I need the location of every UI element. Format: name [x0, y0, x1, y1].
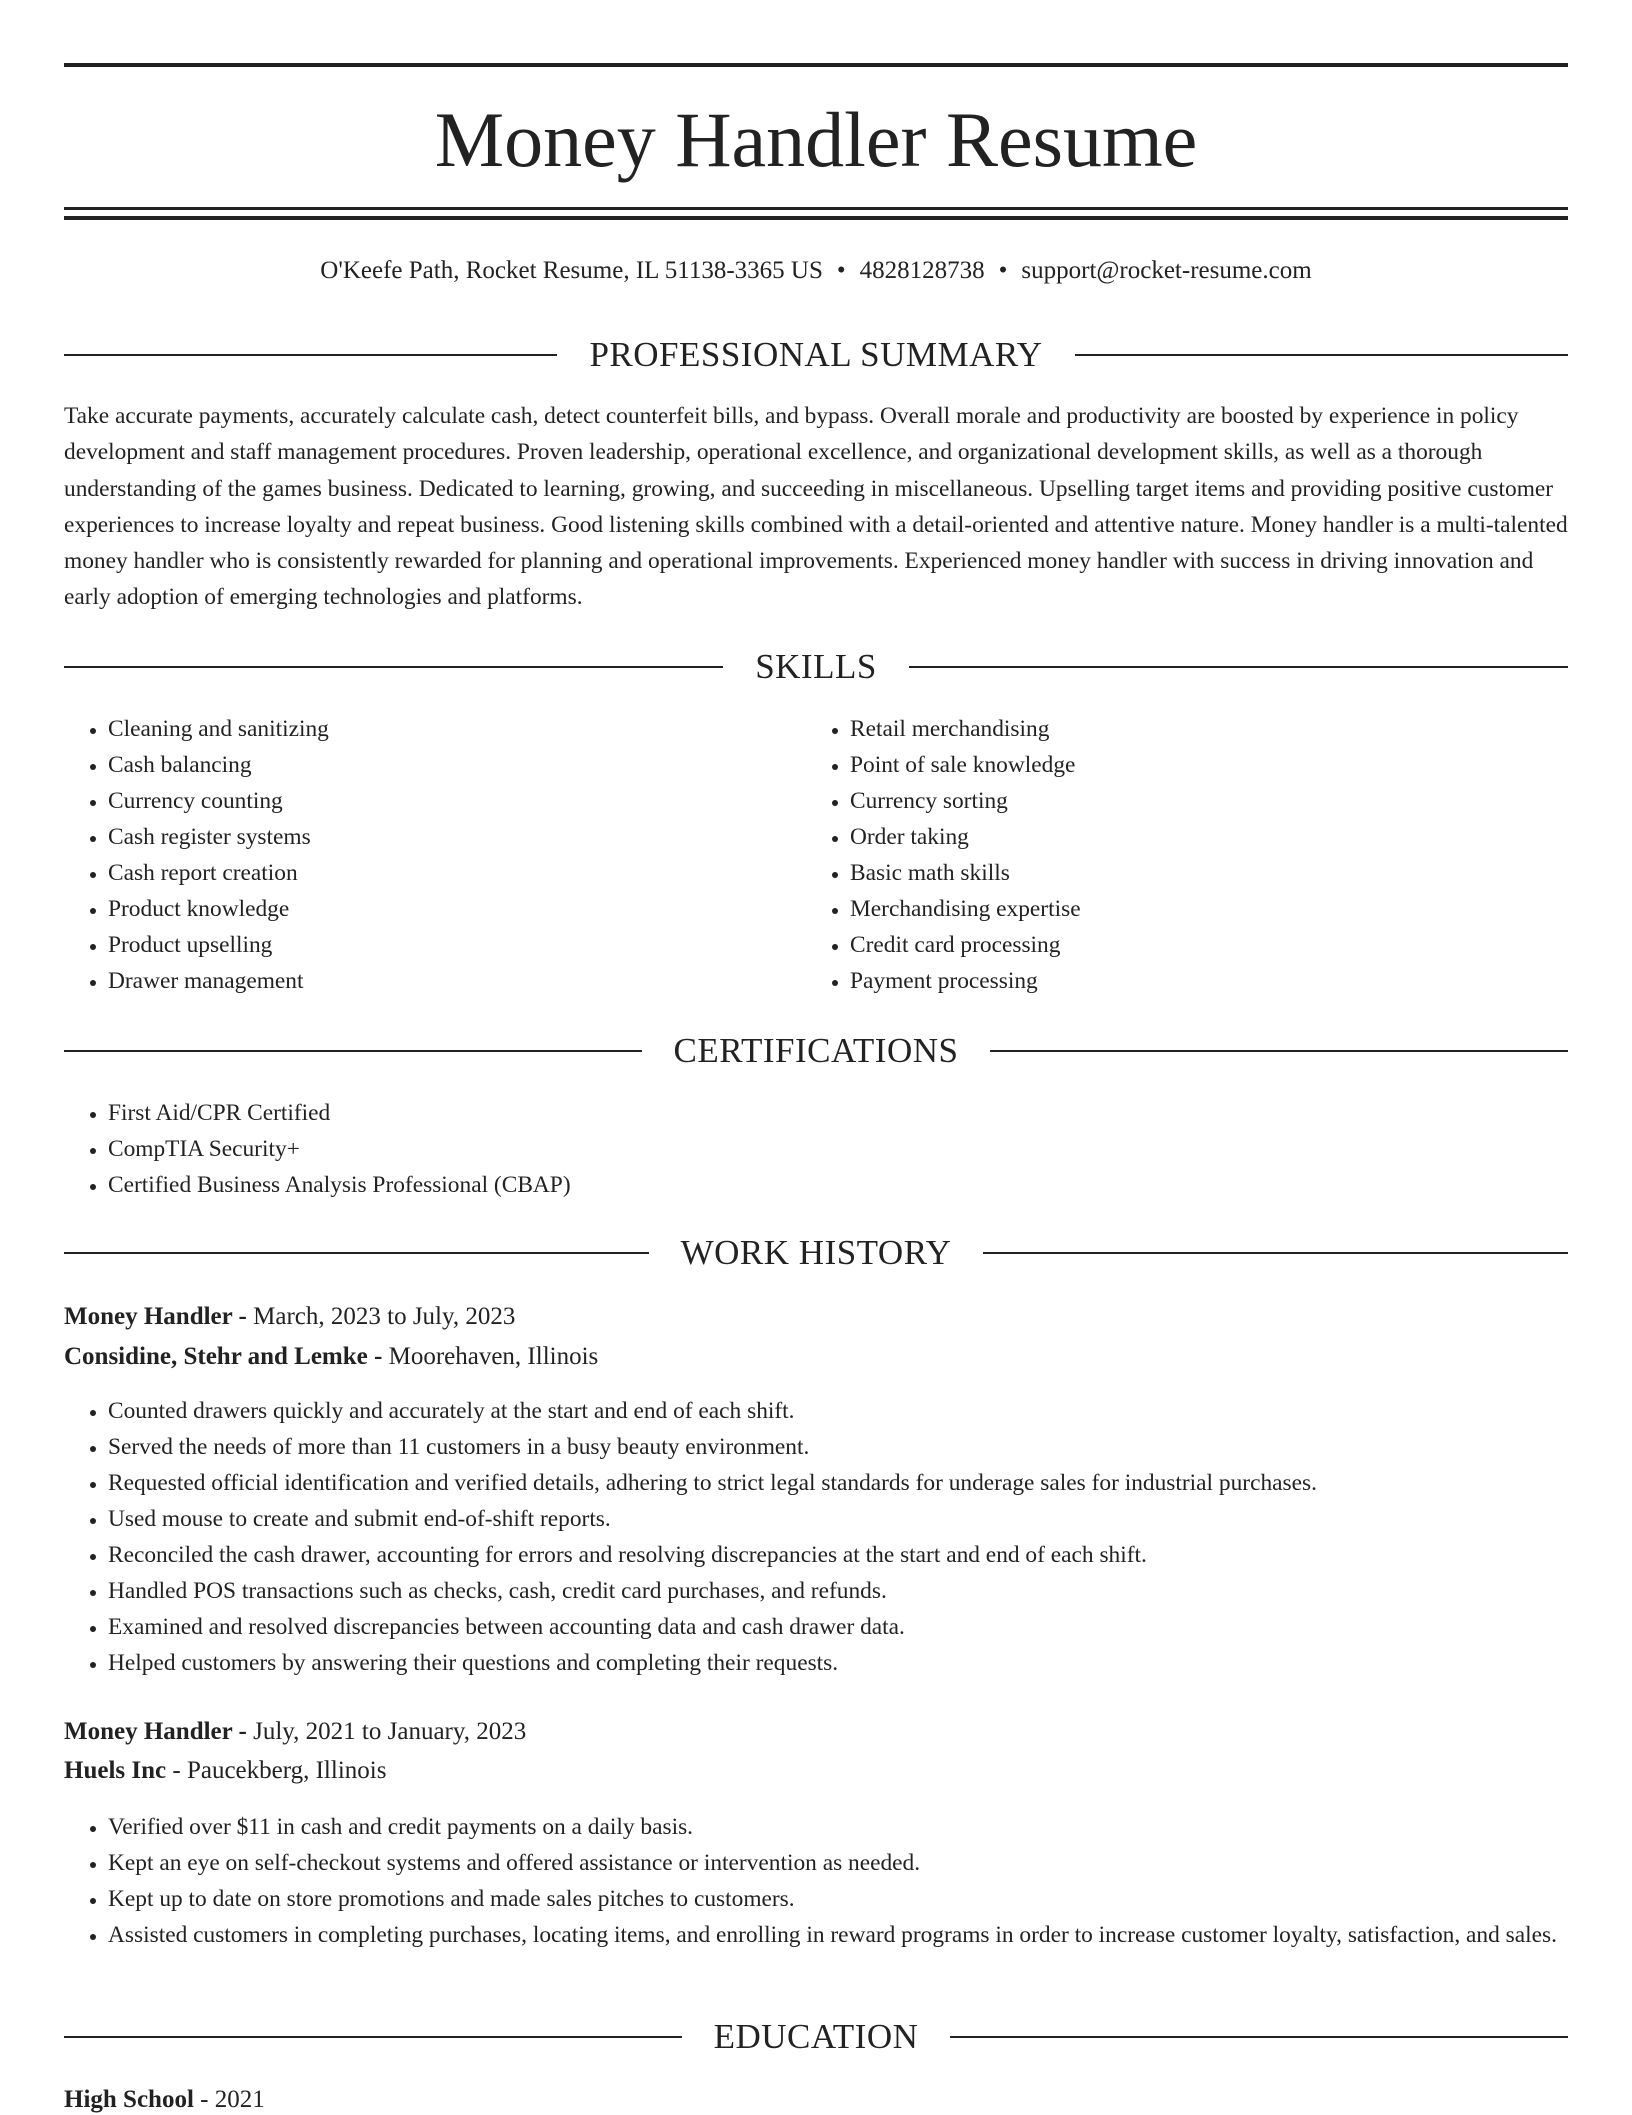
- job-start-date: March, 2023 to July, 2023: [253, 1303, 516, 1330]
- heading-rule: [64, 1252, 649, 1254]
- job-title: Money Handler: [64, 1303, 233, 1330]
- heading-rule: [950, 2036, 1568, 2038]
- job-bullet: • Examined and resolved discrepancies between accounting data and cash drawer data.: [108, 1609, 1568, 1645]
- job-title: Money Handler: [64, 1718, 233, 1745]
- top-rule: [64, 63, 1568, 67]
- job-bullet: • Requested official identification and verified details, adhering to strict legal standards for underage sales for industrial purchases.: [108, 1465, 1568, 1501]
- job-company-line: [64, 1342, 1568, 1372]
- job-bullet: • Kept an eye on self-checkout systems and offered assistance or intervention as needed.: [108, 1845, 1568, 1881]
- job-bullets: [64, 1393, 1568, 1681]
- heading-rule: [64, 2036, 682, 2038]
- job-title-line: [64, 1302, 1568, 1332]
- section-title: PROFESSIONAL SUMMARY: [589, 335, 1043, 374]
- resume-title: Money Handler Resume: [434, 96, 1198, 183]
- heading-rule: [1075, 354, 1568, 356]
- job-bullet: • Reconciled the cash drawer, accounting for errors and resolving discrepancies at the start and end of each shift.: [108, 1537, 1568, 1573]
- job-bullets: [64, 1809, 1568, 1953]
- skill-item: • Drawer management: [108, 963, 808, 999]
- job-company-line: [64, 1756, 1568, 1786]
- dash-separator: -: [232, 1303, 254, 1330]
- heading-rule: [909, 666, 1568, 668]
- dash-separator: -: [193, 2086, 215, 2113]
- skill-item: • Cleaning and sanitizing: [108, 711, 808, 747]
- skill-item: • Point of sale knowledge: [850, 747, 1550, 783]
- contact-address: O'Keefe Path, Rocket Resume, IL 51138-3365 US: [320, 257, 823, 284]
- skills-list-left: [64, 711, 808, 999]
- heading-rule: [64, 1050, 642, 1052]
- certification-item: • CompTIA Security+: [108, 1131, 1568, 1167]
- skill-item: • Product upselling: [108, 927, 808, 963]
- contact-phone: 4828128738: [859, 257, 985, 284]
- section-heading-summary: [64, 333, 1568, 377]
- job-title-line: [64, 1717, 1568, 1747]
- job-start-date: July, 2021 to January, 2023: [253, 1718, 527, 1745]
- certification-item: • Certified Business Analysis Professional (CBAP): [108, 1167, 1568, 1203]
- section-title: SKILLS: [755, 647, 877, 686]
- job-location: Paucekberg, Illinois: [186, 1757, 387, 1784]
- heading-rule: [64, 666, 723, 668]
- education-degree: High School: [64, 2086, 194, 2113]
- skill-item: • Cash balancing: [108, 747, 808, 783]
- job-company: Considine, Stehr and Lemke: [64, 1343, 368, 1370]
- dash-separator: -: [232, 1718, 254, 1745]
- skill-item: • Credit card processing: [850, 927, 1550, 963]
- contact-separator: •: [836, 257, 846, 284]
- skill-item: • Merchandising expertise: [850, 891, 1550, 927]
- education-line: [64, 2085, 1568, 2115]
- section-heading-certifications: [64, 1029, 1568, 1073]
- skill-item: • Currency sorting: [850, 783, 1550, 819]
- job-bullet: • Assisted customers in completing purchases, locating items, and enrolling in reward programs in order to increase customer loyalty, satisfaction, and sales.: [108, 1917, 1568, 1953]
- section-title: WORK HISTORY: [680, 1233, 952, 1272]
- dash-separator: -: [367, 1343, 389, 1370]
- job-bullet: • Counted drawers quickly and accurately at the start and end of each shift.: [108, 1393, 1568, 1429]
- heading-rule: [983, 1252, 1568, 1254]
- job-bullet: • Verified over $11 in cash and credit payments on a daily basis.: [108, 1809, 1568, 1845]
- dash-separator: -: [166, 1757, 187, 1784]
- skills-list-right: [806, 711, 1550, 999]
- heading-rule: [64, 354, 557, 356]
- section-heading-education: [64, 2015, 1568, 2059]
- job-bullet: • Kept up to date on store promotions and made sales pitches to customers.: [108, 1881, 1568, 1917]
- skill-item: • Payment processing: [850, 963, 1550, 999]
- job-bullet: • Handled POS transactions such as checks, cash, credit card purchases, and refunds.: [108, 1573, 1568, 1609]
- education-year: 2021: [214, 2086, 265, 2113]
- section-title: CERTIFICATIONS: [673, 1031, 959, 1070]
- summary-paragraph: Take accurate payments, accurately calculate cash, detect counterfeit bills, and bypass. Overall morale and productivity are boosted by experience in policy development and staff management procedures. Proven leadership, operational excellence, and organizational development skills, as well as a thorough understanding of the games business. Dedicated to learning, growing, and succeeding in miscellaneous. Upselling target items and providing positive customer experiences to increase loyalty and repeat business. Good listening skills combined with a detail-oriented and attentive nature. Money handler is a multi-talented money handler who is consistently rewarded for planning and operational improvements. Experienced money handler with success in driving innovation and early adoption of emerging technologies and platforms.: [64, 403, 1568, 611]
- job-bullet: • Served the needs of more than 11 customers in a busy beauty environment.: [108, 1429, 1568, 1465]
- certification-item: • First Aid/CPR Certified: [108, 1095, 1568, 1131]
- skill-item: • Order taking: [850, 819, 1550, 855]
- contact-email: support@rocket-resume.com: [1021, 257, 1312, 284]
- contact-line: [64, 256, 1568, 286]
- job-company: Huels Inc: [64, 1757, 167, 1784]
- job-bullet: • Used mouse to create and submit end-of-shift reports.: [108, 1501, 1568, 1537]
- section-heading-skills: [64, 645, 1568, 689]
- title-double-rule: [64, 207, 1568, 220]
- section-title: EDUCATION: [713, 2017, 919, 2056]
- job-location: Moorehaven, Illinois: [388, 1343, 599, 1370]
- job-bullet: • Helped customers by answering their questions and completing their requests.: [108, 1645, 1568, 1681]
- skill-item: • Cash report creation: [108, 855, 808, 891]
- skill-item: • Retail merchandising: [850, 711, 1550, 747]
- skill-item: • Basic math skills: [850, 855, 1550, 891]
- skill-item: • Product knowledge: [108, 891, 808, 927]
- section-heading-work-history: [64, 1231, 1568, 1275]
- skill-item: • Cash register systems: [108, 819, 808, 855]
- contact-separator: •: [998, 257, 1008, 284]
- skill-item: • Currency counting: [108, 783, 808, 819]
- heading-rule: [990, 1050, 1568, 1052]
- certifications-list: [64, 1095, 1568, 1203]
